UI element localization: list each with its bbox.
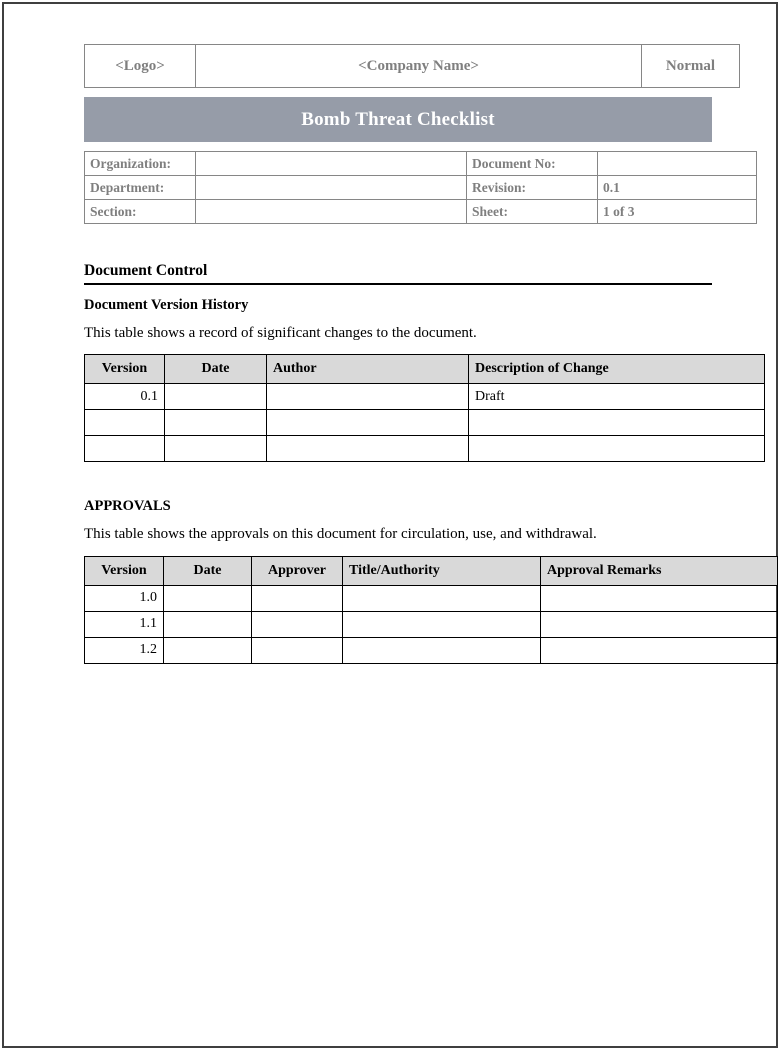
classification-cell: Normal [642, 45, 740, 88]
column-header-date: Date [165, 355, 267, 384]
version-history-intro: This table shows a record of significant changes to the document. [84, 325, 477, 341]
section-label: Section: [85, 200, 196, 224]
document-page [2, 2, 778, 1048]
table-header-row [85, 556, 778, 585]
department-label: Department: [85, 176, 196, 200]
approvals-table [84, 556, 778, 664]
table-row [85, 436, 765, 462]
author-cell[interactable] [267, 410, 469, 436]
document-content [84, 44, 716, 664]
document-control-heading: Document Control [84, 262, 712, 285]
date-cell[interactable] [165, 436, 267, 462]
table-header-row [85, 355, 765, 384]
approval-remarks-cell[interactable] [541, 611, 778, 637]
title-authority-cell[interactable] [343, 637, 541, 663]
table-row [85, 152, 757, 176]
version-cell[interactable]: 1.2 [85, 637, 164, 663]
column-header-approver: Approver [252, 556, 343, 585]
company-name-cell: <Company Name> [196, 45, 642, 88]
header-row [85, 45, 740, 88]
document-info-table [84, 151, 757, 224]
version-cell[interactable] [85, 410, 165, 436]
approvals-intro: This table shows the approvals on this document for circulation, use, and withdrawal. [84, 526, 597, 543]
approver-cell[interactable] [252, 637, 343, 663]
column-header-title-authority: Title/Authority [343, 556, 541, 585]
version-cell[interactable]: 1.0 [85, 585, 164, 611]
title-authority-cell[interactable] [343, 585, 541, 611]
document-no-value[interactable] [598, 152, 757, 176]
column-header-version: Version [85, 355, 165, 384]
department-value[interactable] [196, 176, 467, 200]
logo-placeholder-cell: <Logo> [85, 45, 196, 88]
version-cell[interactable]: 0.1 [85, 384, 165, 410]
table-row [85, 176, 757, 200]
description-cell[interactable] [469, 436, 765, 462]
column-header-author: Author [267, 355, 469, 384]
date-cell[interactable] [165, 384, 267, 410]
title-authority-cell[interactable] [343, 611, 541, 637]
column-header-date: Date [164, 556, 252, 585]
column-header-version: Version [85, 556, 164, 585]
approval-remarks-cell[interactable] [541, 637, 778, 663]
date-cell[interactable] [164, 611, 252, 637]
author-cell[interactable] [267, 384, 469, 410]
approver-cell[interactable] [252, 585, 343, 611]
version-history-heading: Document Version History [84, 297, 249, 313]
description-cell[interactable] [469, 410, 765, 436]
organization-value[interactable] [196, 152, 467, 176]
table-row [85, 585, 778, 611]
approver-cell[interactable] [252, 611, 343, 637]
column-header-approval-remarks: Approval Remarks [541, 556, 778, 585]
version-history-table [84, 354, 765, 462]
approvals-heading: APPROVALS [84, 498, 171, 515]
version-cell[interactable] [85, 436, 165, 462]
table-row [85, 200, 757, 224]
column-header-description: Description of Change [469, 355, 765, 384]
document-title: Bomb Threat Checklist [301, 108, 495, 130]
date-cell[interactable] [164, 637, 252, 663]
organization-label: Organization: [85, 152, 196, 176]
document-no-label: Document No: [467, 152, 598, 176]
revision-value[interactable]: 0.1 [598, 176, 757, 200]
approval-remarks-cell[interactable] [541, 585, 778, 611]
table-row [85, 637, 778, 663]
description-cell[interactable]: Draft [469, 384, 765, 410]
sheet-value[interactable]: 1 of 3 [598, 200, 757, 224]
sheet-label: Sheet: [467, 200, 598, 224]
version-cell[interactable]: 1.1 [85, 611, 164, 637]
document-title-banner [84, 97, 712, 142]
document-header-table [84, 44, 740, 88]
date-cell[interactable] [165, 410, 267, 436]
date-cell[interactable] [164, 585, 252, 611]
table-row [85, 611, 778, 637]
author-cell[interactable] [267, 436, 469, 462]
table-row [85, 410, 765, 436]
revision-label: Revision: [467, 176, 598, 200]
table-row [85, 384, 765, 410]
section-value[interactable] [196, 200, 467, 224]
